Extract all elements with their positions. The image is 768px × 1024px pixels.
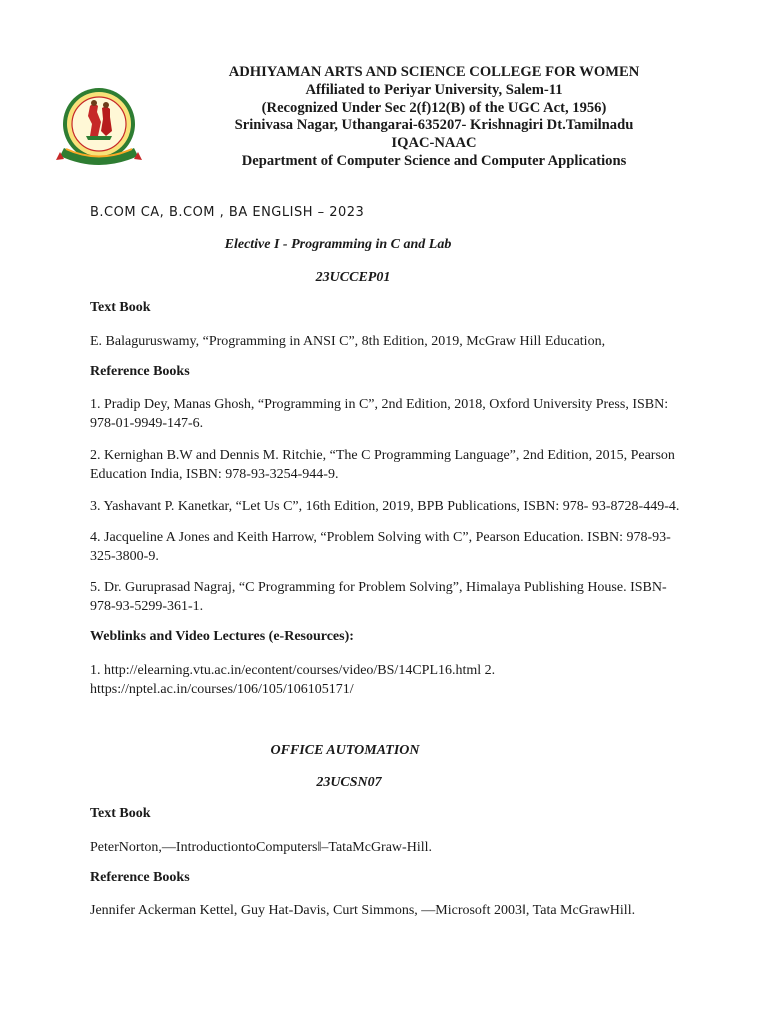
reference-line: 325-3800-9. bbox=[90, 549, 159, 564]
reference-line: Jennifer Ackerman Kettel, Guy Hat-Davis, Curt Simmons, —Microsoft 2003‖, Tata McGrawHill. bbox=[90, 903, 636, 918]
college-emblem-icon bbox=[56, 86, 142, 168]
office-title: OFFICE AUTOMATION bbox=[270, 743, 420, 758]
office-text-book bbox=[90, 838, 690, 857]
weblinks-list bbox=[90, 661, 690, 699]
iqac-label: IQAC-NAAC bbox=[391, 135, 477, 152]
reference-line: 3. Yashavant P. Kanetkar, “Let Us C”, 16th Edition, 2019, BPB Publications, ISBN: 978- 93-8728-449-4. bbox=[90, 499, 680, 514]
reference-line: 978-01-9949-147-6. bbox=[90, 416, 204, 431]
course-line: B.COM CA, B.COM , BA ENGLISH – 2023 bbox=[90, 205, 365, 220]
reference-item bbox=[90, 497, 690, 516]
department-name: Department of Computer Science and Computer Applications bbox=[241, 152, 627, 169]
reference-item bbox=[90, 395, 690, 433]
college-recognition: (Recognized Under Sec 2(f)12(B) of the UGC Act, 1956) bbox=[261, 99, 607, 116]
college-name: ADHIYAMAN ARTS AND SCIENCE COLLEGE FOR WOMEN bbox=[228, 64, 640, 80]
reference-line: 1. Pradip Dey, Manas Ghosh, “Programming in C”, 2nd Edition, 2018, Oxford University Press, ISBN: bbox=[90, 397, 669, 412]
college-affiliation: Affiliated to Periyar University, Salem-11 bbox=[305, 81, 563, 98]
reference-line: Education India, ISBN: 978-93-3254-944-9. bbox=[90, 467, 339, 482]
reference-item bbox=[90, 528, 690, 566]
elective-title: Elective I - Programming in C and Lab bbox=[224, 237, 452, 252]
reference-line: 2. Kernighan B.W and Dennis M. Ritchie, “The C Programming Language”, 2nd Edition, 2015, Pearson bbox=[90, 448, 675, 463]
text-book-entry: E. Balaguruswamy, “Programming in ANSI C”, 8th Edition, 2019, McGraw Hill Education, bbox=[90, 334, 606, 349]
reference-line: 4. Jacqueline A Jones and Keith Harrow, “Problem Solving with C”, Pearson Education. ISBN: 978-93- bbox=[90, 530, 671, 545]
college-header bbox=[150, 64, 718, 171]
office-code: 23UCSN07 bbox=[316, 775, 382, 790]
college-address: Srinivasa Nagar, Uthangarai-635207- Krishnagiri Dt.Tamilnadu bbox=[234, 117, 634, 134]
reference-item bbox=[90, 578, 690, 616]
weblink[interactable]: 1. http://elearning.vtu.ac.in/econtent/courses/video/BS/14CPL16.html 2. bbox=[90, 663, 496, 678]
elective-code: 23UCCEP01 bbox=[315, 270, 391, 285]
elective-text-book-label: Text Book bbox=[90, 300, 151, 315]
reference-line: 978-93-5299-361-1. bbox=[90, 599, 204, 614]
office-reference bbox=[90, 901, 690, 920]
weblink[interactable]: https://nptel.ac.in/courses/106/105/106105171/ bbox=[90, 682, 354, 697]
office-reference-label: Reference Books bbox=[90, 870, 190, 885]
elective-text-book bbox=[90, 332, 690, 351]
reference-item bbox=[90, 446, 690, 484]
office-text-book-label: Text Book bbox=[90, 806, 151, 821]
weblinks-label: Weblinks and Video Lectures (e-Resources): bbox=[90, 629, 354, 644]
elective-reference-label: Reference Books bbox=[90, 364, 190, 379]
reference-line: 5. Dr. Guruprasad Nagraj, “C Programming for Problem Solving”, Himalaya Publishing House. ISBN- bbox=[90, 580, 667, 595]
text-book-entry: PeterNorton,—IntroductiontoComputers‖–TataMcGraw-Hill. bbox=[90, 840, 432, 855]
